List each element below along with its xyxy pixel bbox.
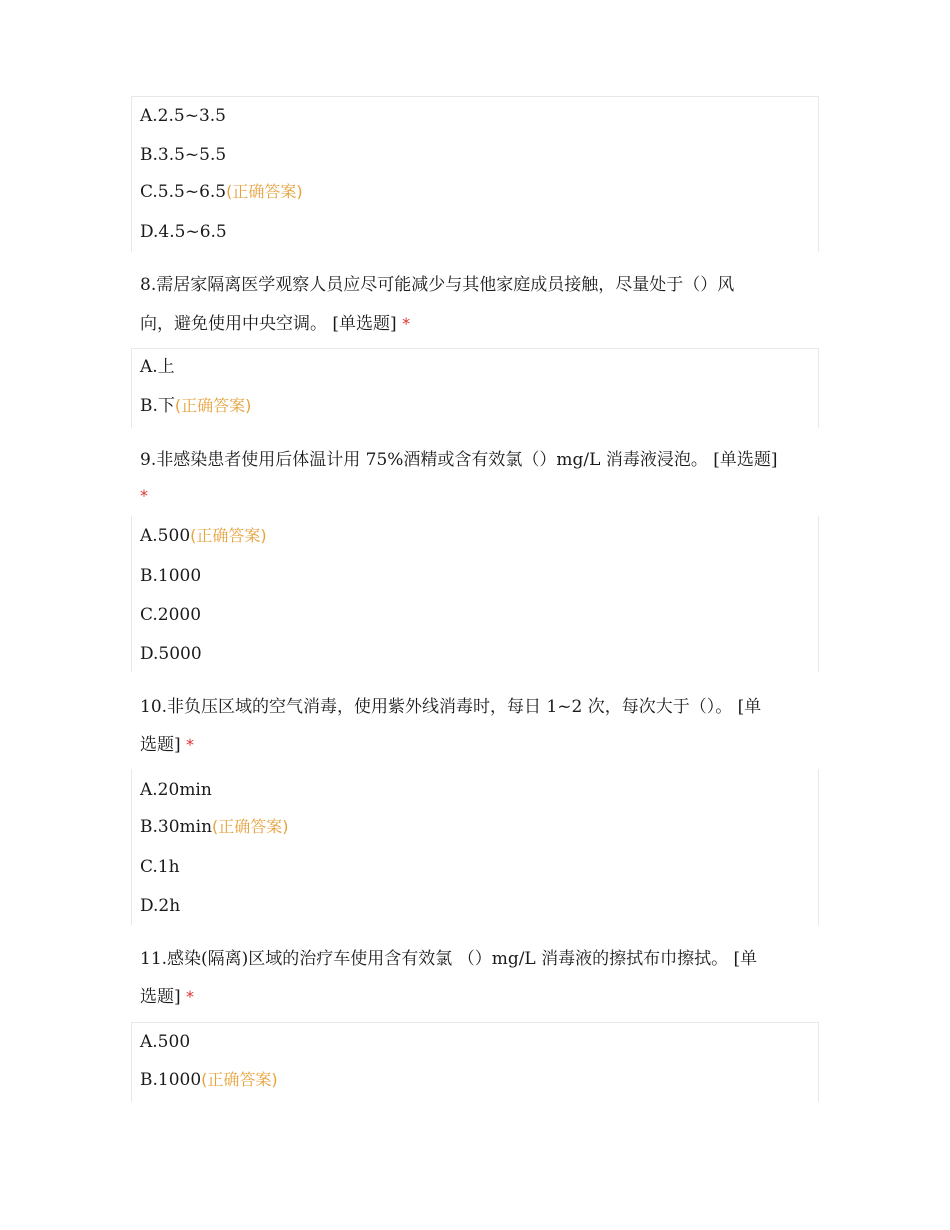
q7-option-c: C.5.5~6.5(正确答案) (140, 182, 303, 202)
q11-options-box (131, 1022, 819, 1102)
required-mark: * (186, 735, 195, 754)
q8-stem-line2: 向，避免使用中央空调。 [单选题] * (140, 314, 411, 334)
q11-stem-line1: 11.感染(隔离)区域的治疗车使用含有效氯 （）mg/L 消毒液的擦拭布巾擦拭。 [单 (140, 949, 758, 969)
q9-option-a: A.500(正确答案) (140, 526, 267, 546)
correct-answer-tag: (正确答案) (201, 1070, 278, 1089)
q11-option-b: B.1000(正确答案) (140, 1070, 278, 1090)
q10-option-c: C.1h (140, 857, 180, 877)
required-mark: * (140, 486, 148, 505)
q11-stem-line2: 选题] * (140, 987, 195, 1007)
q11-option-a: A.500 (140, 1032, 191, 1052)
q9-stem-line2 (140, 486, 820, 506)
q8-stem-line1: 8.需居家隔离医学观察人员应尽可能减少与其他家庭成员接触，尽量处于（）风 (140, 275, 735, 295)
q7-option-a: A.2.5~3.5 (140, 106, 226, 126)
correct-answer-tag: (正确答案) (174, 396, 252, 415)
required-mark: * (402, 314, 411, 333)
q8-options-box (131, 348, 819, 428)
q7-option-d: D.4.5~6.5 (140, 222, 227, 242)
required-mark: * (186, 987, 195, 1006)
q10-options-box (131, 769, 819, 925)
q10-stem-line1: 10.非负压区域的空气消毒，使用紫外线消毒时，每日 1~2 次，每次大于（）。 [单 (140, 697, 762, 717)
correct-answer-tag: (正确答案) (190, 526, 267, 545)
q10-option-b: B.30min(正确答案) (140, 817, 289, 837)
q9-stem-line1: 9.非感染患者使用后体温计用 75%酒精或含有效氯（）mg/L 消毒液浸泡。 [单选题] (140, 450, 778, 470)
q9-option-d: D.5000 (140, 644, 202, 664)
q10-option-d: D.2h (140, 896, 181, 916)
q7-options-box (131, 96, 819, 252)
correct-answer-tag: (正确答案) (212, 817, 289, 836)
q7-option-b: B.3.5~5.5 (140, 145, 227, 165)
q8-option-b: B.下(正确答案) (140, 396, 252, 416)
q8-option-a: A.上 (140, 357, 175, 377)
q10-stem-line2: 选题] * (140, 735, 195, 755)
q9-option-b: B.1000 (140, 566, 202, 586)
q9-option-c: C.2000 (140, 605, 202, 625)
q10-option-a: A.20min (140, 780, 212, 800)
correct-answer-tag: (正确答案) (226, 182, 303, 201)
